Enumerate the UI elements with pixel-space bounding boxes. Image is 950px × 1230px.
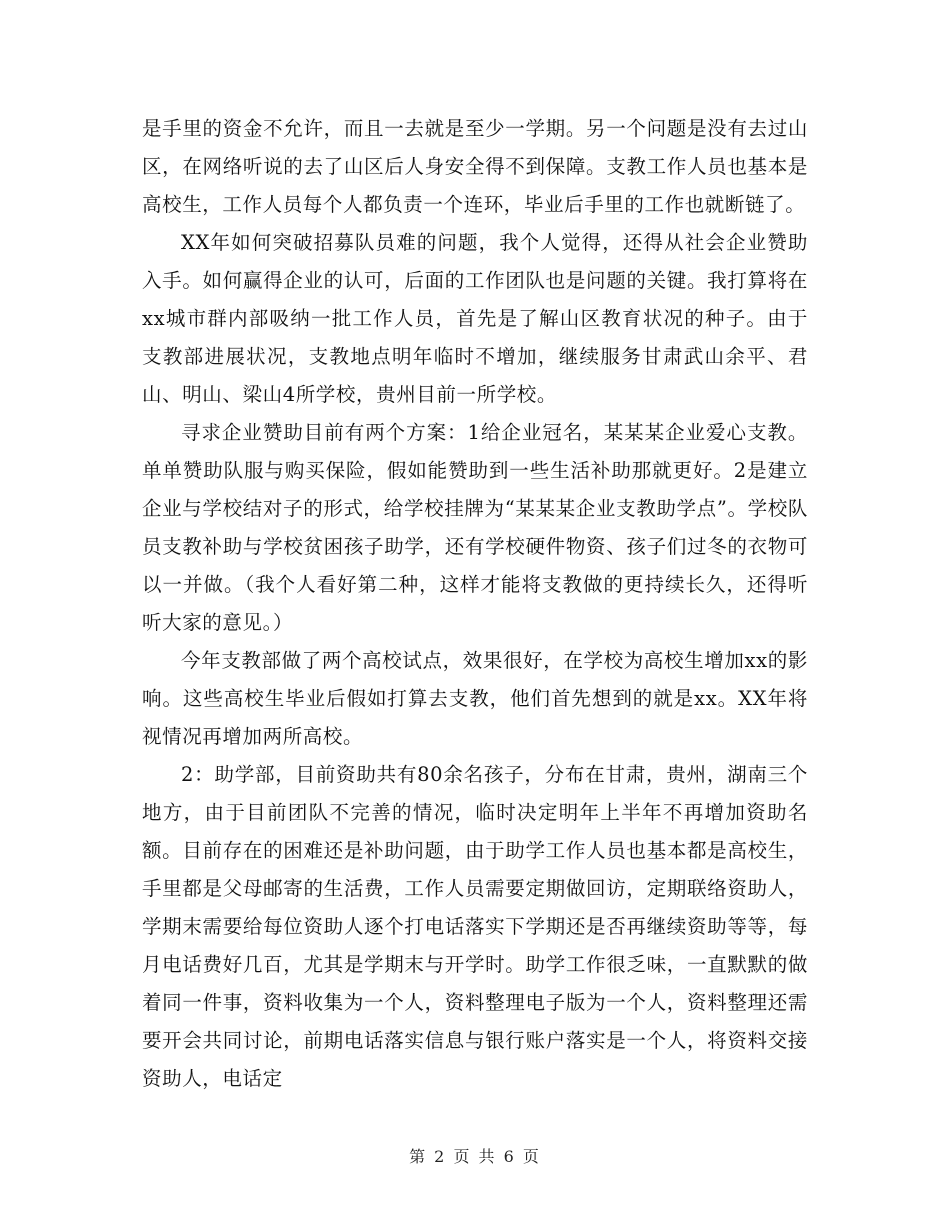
paragraph-2: XX年如何突破招募队员难的问题，我个人觉得，还得从社会企业赞助入手。如何赢得企业的认可，后面的工作团队也是问题的关键。我打算将在xx城市群内部吸纳一批工作人员，首先是了解山区教育状况的种子。由于支教部进展状况，支教地点明年临时不增加，继续服务甘肃武山余平、君山、明山、梁山4所学校，贵州目前一所学校。	[142, 231, 808, 406]
page-number-footer: 第 2 页 共 6 页	[409, 1147, 541, 1166]
paragraph-4: 今年支教部做了两个高校试点，效果很好，在学校为高校生增加xx的影响。这些高校生毕业后假如打算去支教，他们首先想到的就是xx。XX年将视情况再增加两所高校。	[142, 649, 808, 748]
paragraph-5: 2：助学部，目前资助共有80余名孩子，分布在甘肃，贵州，湖南三个地方，由于目前团队不完善的情况，临时决定明年上半年不再增加资助名额。目前存在的困难还是补助问题，由于助学工作人员也基本都是高校生，手里都是父母邮寄的生活费，工作人员需要定期做回访，定期联络资助人，学期末需要给每位资助人逐个打电话落实下学期还是否再继续资助等等，每月电话费好几百，尤其是学期末与开学时。助学工作很乏味，一直默默的做着同一件事，资料收集为一个人，资料整理电子版为一个人，资料整理还需要开会共同讨论，前期电话落实信息与银行账户落实是一个人，将资料交接资助人，电话定	[142, 763, 808, 1090]
paragraph-1: 是手里的资金不允许，而且一去就是至少一学期。另一个问题是没有去过山区，在网络听说的去了山区后人身安全得不到保障。支教工作人员也基本是高校生，工作人员每个人都负责一个连环，毕业后手里的工作也就断链了。	[142, 117, 808, 216]
document-body	[142, 110, 808, 1098]
paragraph-3: 寻求企业赞助目前有两个方案：1给企业冠名，某某某企业爱心支教。单单赞助队服与购买保险，假如能赞助到一些生活补助那就更好。2是建立企业与学校结对子的形式，给学校挂牌为“某某某企业支教助学点”。学校队员支教补助与学校贫困孩子助学，还有学校硬件物资、孩子们过冬的衣物可以一并做。（我个人看好第二种，这样才能将支教做的更持续长久，还得听听大家的意见。）	[142, 421, 808, 634]
